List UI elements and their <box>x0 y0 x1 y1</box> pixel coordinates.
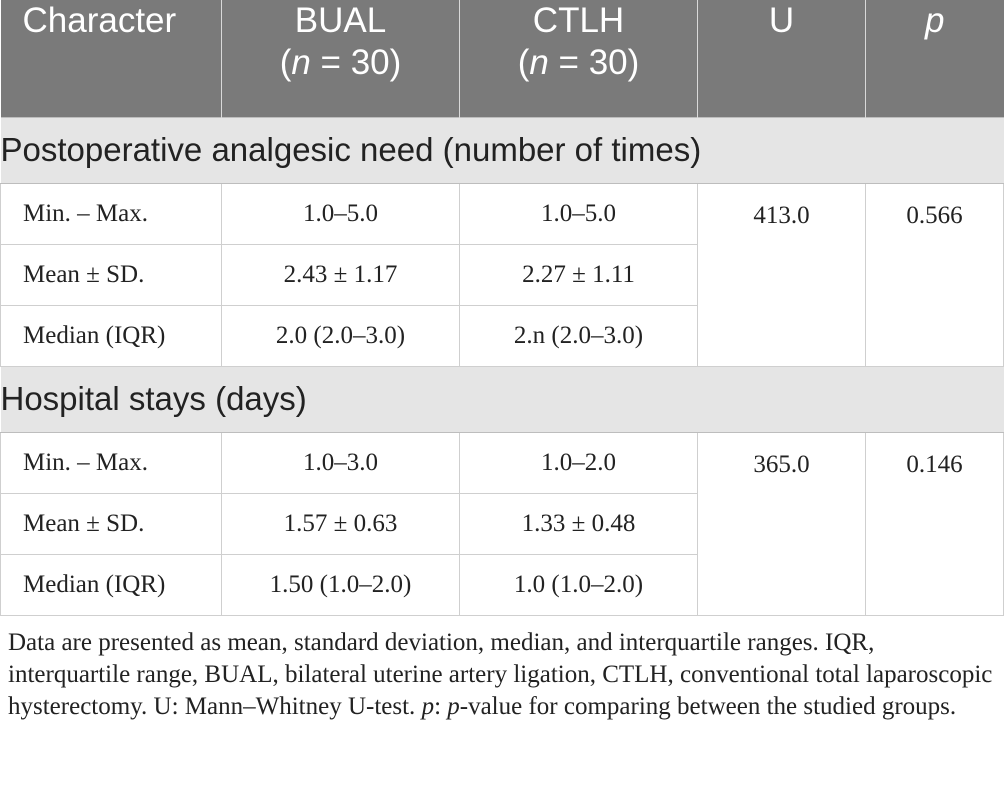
header-character <box>1 0 222 117</box>
header-u <box>698 0 866 117</box>
header-bual <box>222 0 460 117</box>
section-header-row <box>1 366 1004 432</box>
ctlh-value: 1.0–2.0 <box>460 432 698 493</box>
bual-value: 2.43 ± 1.17 <box>222 244 460 305</box>
bual-value: 1.0–3.0 <box>222 432 460 493</box>
bual-value: 1.0–5.0 <box>222 183 460 244</box>
table-header-row <box>1 0 1004 117</box>
table-row <box>1 183 1004 244</box>
row-label: Mean ± SD. <box>1 493 222 554</box>
header-p <box>866 0 1004 117</box>
section-title: Hospital stays (days) <box>1 366 1004 432</box>
ctlh-value: 1.33 ± 0.48 <box>460 493 698 554</box>
u-value: 365.0 <box>698 432 866 615</box>
header-bual-label: BUAL <box>294 1 387 40</box>
p-value: 0.146 <box>866 432 1004 615</box>
footnote-text: : <box>434 693 448 720</box>
section-header-row <box>1 117 1004 183</box>
header-ctlh-label: CTLH <box>532 1 625 40</box>
u-value: 413.0 <box>698 183 866 366</box>
ctlh-value: 1.0–5.0 <box>460 183 698 244</box>
table-row <box>1 432 1004 493</box>
row-label: Mean ± SD. <box>1 244 222 305</box>
table-footnote <box>8 627 998 723</box>
header-bual-n: (n = 30) <box>279 43 402 82</box>
header-ctlh <box>460 0 698 117</box>
ctlh-value: 2.27 ± 1.11 <box>460 244 698 305</box>
ctlh-value: 1.0 (1.0–2.0) <box>460 554 698 615</box>
footnote-text: -value for comparing between the studied groups. <box>459 693 957 720</box>
section-title: Postoperative analgesic need (number of times) <box>1 117 1004 183</box>
footnote-p-symbol: p <box>421 693 435 720</box>
row-label: Median (IQR) <box>1 305 222 366</box>
header-character-label: Character <box>22 1 177 40</box>
bual-value: 1.50 (1.0–2.0) <box>222 554 460 615</box>
row-label: Min. – Max. <box>1 432 222 493</box>
footnote-p-symbol: p <box>447 693 460 720</box>
bual-value: 2.0 (2.0–3.0) <box>222 305 460 366</box>
footnote-text: Data are presented as mean, standard deviation, median, and interquartile ranges. IQR, interquartile range, BUAL, bilateral uterine artery ligation, CTLH, conventional total laparoscopic hysterectomy. U: Mann–Whitney U-test. <box>8 629 993 720</box>
row-label: Min. – Max. <box>1 183 222 244</box>
header-ctlh-n: (n = 30) <box>517 43 640 82</box>
bual-value: 1.57 ± 0.63 <box>222 493 460 554</box>
header-p-label: p <box>925 1 945 40</box>
ctlh-value: 2.n (2.0–3.0) <box>460 305 698 366</box>
p-value: 0.566 <box>866 183 1004 366</box>
row-label: Median (IQR) <box>1 554 222 615</box>
header-u-label: U <box>768 1 795 40</box>
